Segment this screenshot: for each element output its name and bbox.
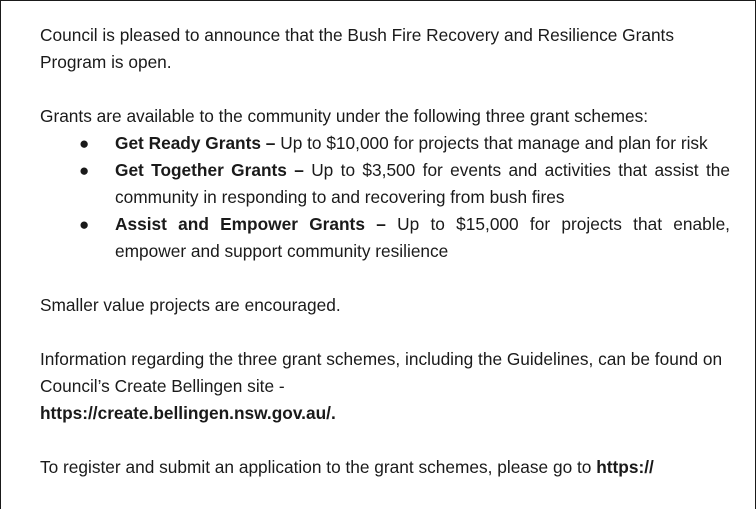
grant-schemes-list — [40, 130, 730, 265]
scheme-description: Up to $15,000 for projects that enable, empower and support community resilience — [115, 214, 730, 261]
list-item-get-ready — [40, 130, 730, 157]
list-item-assist-empower — [40, 211, 730, 265]
schemes-intro-paragraph: Grants are available to the community under the following three grant schemes: — [40, 106, 649, 126]
register-text: To register and submit an application to the grant schemes, please go to — [40, 457, 597, 477]
spacer — [40, 427, 730, 454]
create-bellingen-link[interactable]: https://create.bellingen.nsw.gov.au/. — [40, 403, 336, 423]
info-paragraph — [40, 346, 730, 427]
info-text: Information regarding the three grant schemes, including the Guidelines, can be found on Council’s Create Bellingen site - — [40, 349, 723, 396]
encouraged-paragraph: Smaller value projects are encouraged. — [40, 295, 341, 315]
intro-paragraph: Council is pleased to announce that the Bush Fire Recovery and Resilience Grants Program is open. — [40, 25, 674, 72]
spacer — [40, 319, 730, 346]
scheme-description: Up to $10,000 for projects that manage and plan for risk — [275, 133, 708, 153]
document-body — [40, 22, 730, 481]
scheme-name: Assist and Empower Grants – — [115, 214, 386, 234]
scheme-name: Get Together Grants – — [115, 160, 304, 180]
scheme-description: Up to $3,500 for events and activities that assist the community in responding to and recovering from bush fires — [115, 160, 730, 207]
bullet-icon: ● — [79, 161, 90, 180]
spacer — [40, 265, 730, 292]
register-link[interactable]: https:// — [596, 457, 654, 477]
scheme-name: Get Ready Grants – — [115, 133, 276, 153]
register-paragraph — [40, 454, 730, 481]
spacer — [40, 76, 730, 103]
bullet-icon: ● — [79, 134, 90, 153]
list-item-get-together — [40, 157, 730, 211]
bullet-icon: ● — [79, 215, 90, 234]
